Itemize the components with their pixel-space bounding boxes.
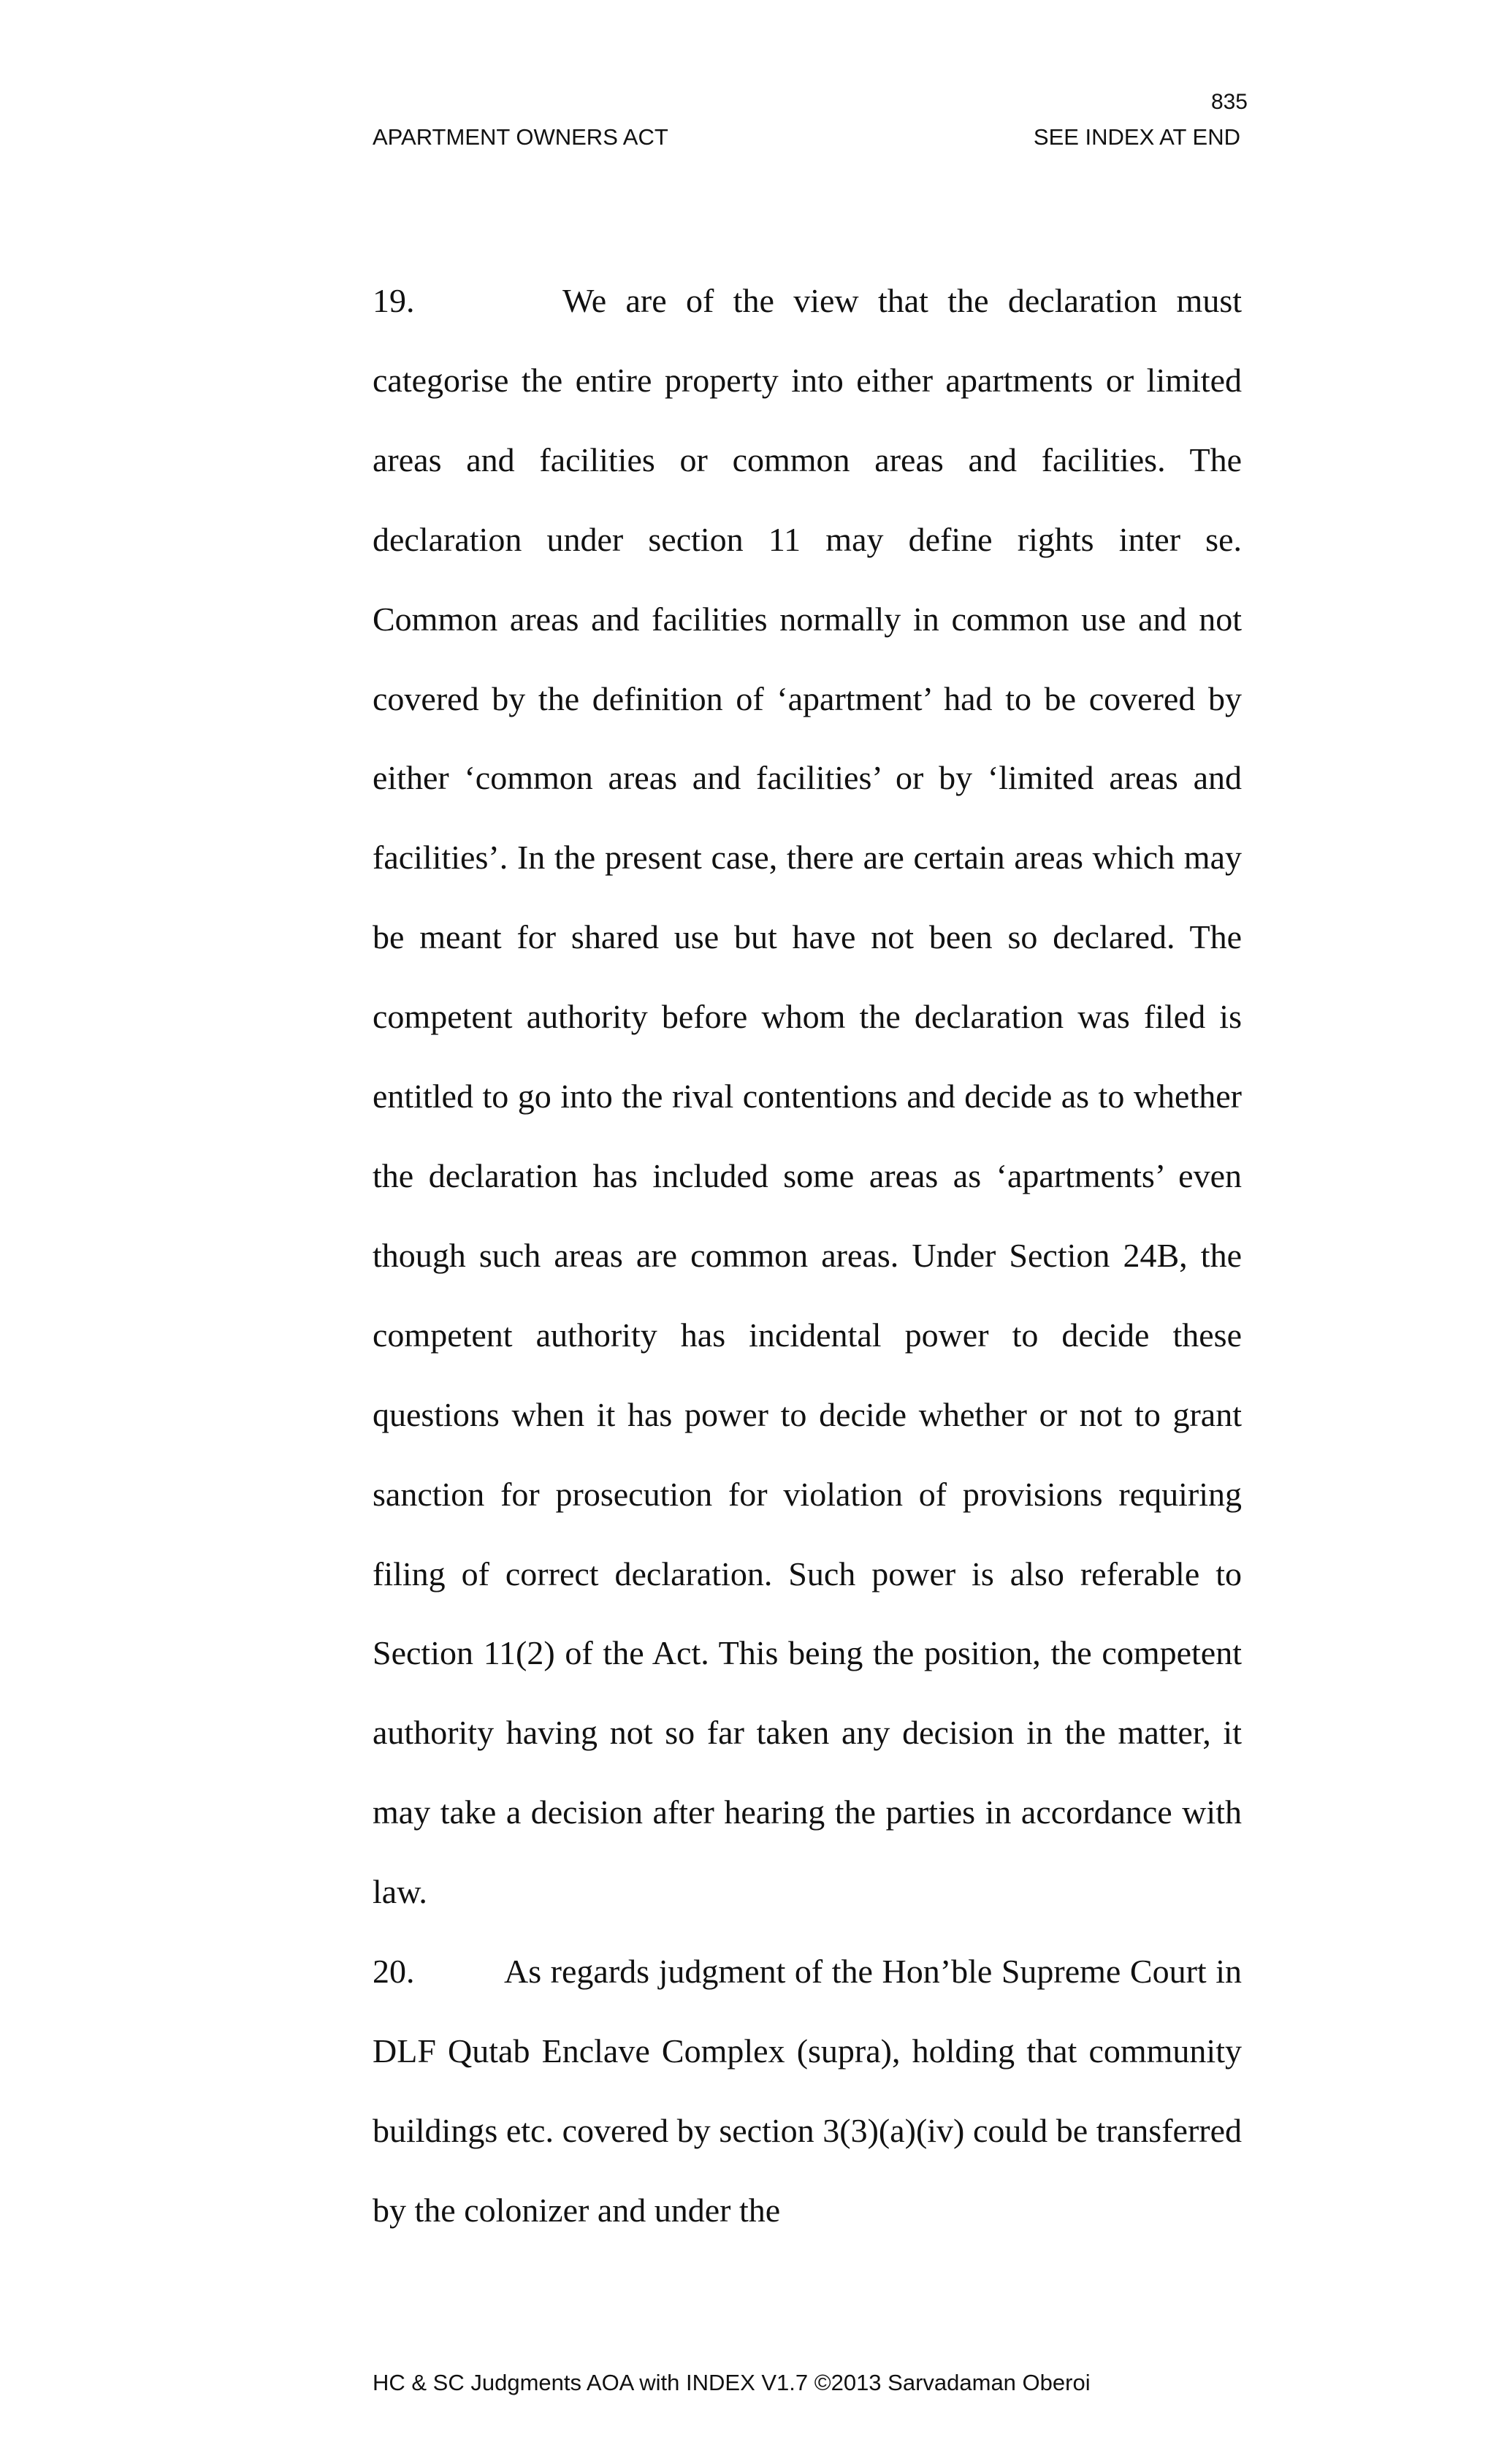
page-footer: HC & SC Judgments AOA with INDEX V1.7 ©2013 Sarvadaman Oberoi xyxy=(373,2370,1091,2395)
paragraph-number: 20. xyxy=(373,1953,415,1991)
paragraph-number: 19. xyxy=(373,282,415,319)
paragraph-text: We are of the view that the declaration must categorise the entire property into either apartments or limited areas and facilities or common areas and facilities. The declaration under section 11 may define rights inter se. Common areas and facilities normally in common use and not covered by the definition of ‘apartment’ had to be covered by either ‘common areas and facilities’ or by ‘limited areas and facilities’. In the present case, there are certain areas which may be meant for shared use but have not been so declared. The competent authority before whom the declaration was filed is entitled to go into the rival contentions and decide as to whether the declaration has included some areas as ‘apartments’ even though such areas are common areas. Under Section 24B, the competent authority has incidental power to decide these questions when it has power to decide whether or not to grant sanction for prosecution for violation of provisions requiring filing of correct declaration. Such power is also referable to Section 11(2) of the Act. This being the position, the competent authority having not so far taken any decision in the matter, it may take a decision after hearing the parties in accordance with law. xyxy=(373,282,1242,1911)
document-body xyxy=(373,262,1242,2251)
running-header xyxy=(373,123,1240,152)
header-title: APARTMENT OWNERS ACT xyxy=(373,124,668,150)
paragraph-text: As regards judgment of the Hon’ble Supreme Court in DLF Qutab Enclave Complex (supra), holding that community buildings etc. covered by section 3(3)(a)(iv) could be transferred by the colonizer and under the xyxy=(373,1953,1242,2229)
paragraph-19 xyxy=(373,262,1242,1932)
paragraph-20 xyxy=(373,1932,1242,2251)
header-index-note: SEE INDEX AT END xyxy=(1033,124,1240,150)
page-number: 835 xyxy=(1210,90,1248,114)
